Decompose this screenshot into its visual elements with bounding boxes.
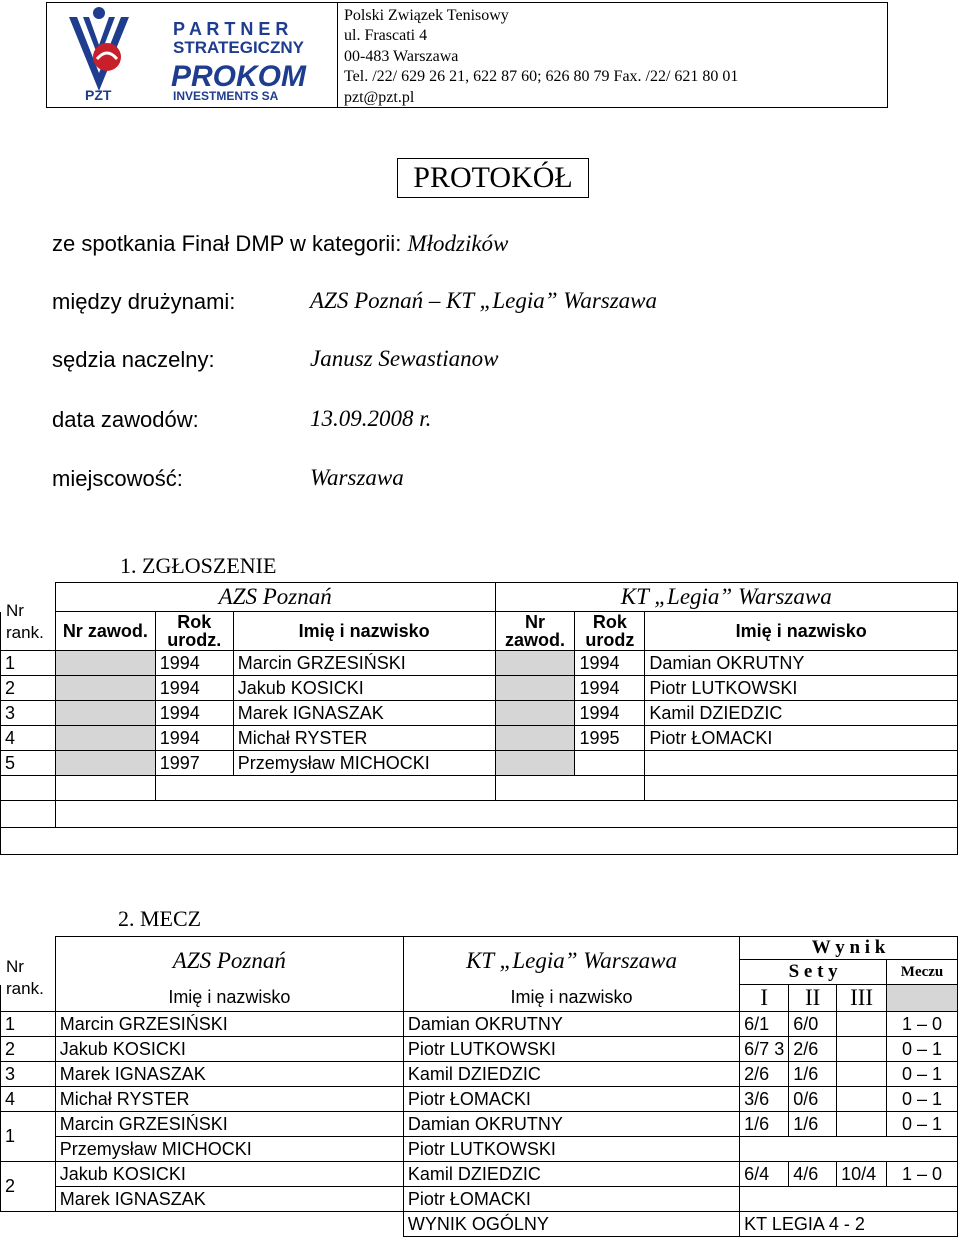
table-row: [1, 1037, 958, 1062]
set-2-header: II: [789, 985, 837, 1012]
column-header-row: [1, 985, 958, 1012]
set-score: 0/6: [789, 1087, 837, 1112]
player-b: Kamil DZIEDZIC: [403, 1162, 739, 1187]
table-row: [1, 1087, 958, 1112]
set-score: [837, 1012, 887, 1037]
set-score: [837, 1037, 887, 1062]
rank-cell: 4: [1, 1087, 56, 1112]
address-block: [344, 6, 738, 108]
overall-result-value: KT LEGIA 4 - 2: [740, 1212, 958, 1237]
team-a-name: AZS Poznań: [55, 583, 495, 612]
zawod-cell: [495, 751, 575, 776]
set-score: 1/6: [740, 1112, 789, 1137]
empty-row: [1, 801, 958, 828]
name-header: Imię i nazwisko: [233, 612, 495, 651]
table-row: [1, 676, 958, 701]
doubles-row: [1, 1187, 958, 1212]
player-a: Jakub KOSICKI: [55, 1037, 403, 1062]
doubles-row: [1, 1137, 958, 1162]
doubles-row: [1, 1112, 958, 1137]
team-header-row: [1, 583, 958, 612]
overall-result-row: [1, 1212, 958, 1237]
year-cell: 1995: [575, 726, 645, 751]
zawod-cell: [55, 701, 155, 726]
player-a: Jakub KOSICKI: [55, 1162, 403, 1187]
player-a: Michał RYSTER: [55, 1087, 403, 1112]
registration-table: [0, 582, 958, 855]
table-row: [1, 701, 958, 726]
nr-rank-label: Nr rank.: [6, 957, 44, 998]
overall-result-label: WYNIK OGÓLNY: [403, 1212, 739, 1237]
nr-zawod-header: Nr zawod.: [55, 612, 155, 651]
pzt-emblem: [69, 7, 129, 91]
player-b: Damian OKRUTNY: [403, 1112, 739, 1137]
table-row: [1, 651, 958, 676]
player-name: Piotr LUTKOWSKI: [645, 676, 958, 701]
match-score: 1 – 0: [887, 1012, 958, 1037]
section-registration-heading: 1. ZGŁOSZENIE: [120, 553, 277, 578]
referee-value: Janusz Sewastianow: [310, 346, 499, 371]
sety-header: S e t y: [740, 960, 887, 985]
date-value: 13.09.2008 r.: [310, 406, 432, 431]
zawod-cell: [495, 726, 575, 751]
set-score: 3/6: [740, 1087, 789, 1112]
player-b: Damian OKRUTNY: [403, 1012, 739, 1037]
rank-cell: 1: [1, 651, 56, 676]
team-b-name: KT „Legia” Warszawa: [403, 937, 739, 985]
player-name: [645, 751, 958, 776]
date-label: data zawodów:: [52, 407, 199, 432]
player-name: Kamil DZIEDZIC: [645, 701, 958, 726]
year-cell: 1994: [575, 676, 645, 701]
zawod-cell: [495, 651, 575, 676]
team-b-name: KT „Legia” Warszawa: [495, 583, 958, 612]
page-title: PROTOKÓŁ: [397, 158, 589, 198]
set-score: 6/0: [789, 1012, 837, 1037]
player-name: Michał RYSTER: [233, 726, 495, 751]
empty-cell: [740, 1187, 958, 1212]
set-score: 10/4: [837, 1162, 887, 1187]
set-score: 2/6: [789, 1037, 837, 1062]
category-value: Młodzików: [407, 231, 509, 256]
player-a: Marek IGNASZAK: [55, 1062, 403, 1087]
svg-text:INVESTMENTS SA: INVESTMENTS SA: [173, 89, 279, 103]
player-name: Marek IGNASZAK: [233, 701, 495, 726]
rank-cell: 1: [1, 1012, 56, 1037]
referee-label: sędzia naczelny:: [52, 347, 215, 372]
year-cell: 1994: [155, 651, 233, 676]
zawod-cell: [55, 676, 155, 701]
teams-label: między drużynami:: [52, 289, 236, 314]
rank-cell: 2: [1, 676, 56, 701]
player-b: Piotr ŁOMACKI: [403, 1187, 739, 1212]
pzt-prokom-logo: [47, 3, 337, 107]
zawod-cell: [55, 651, 155, 676]
rok-urodz-header: Rok urodz: [575, 612, 645, 651]
player-name: Damian OKRUTNY: [645, 651, 958, 676]
empty-cell: [740, 1137, 958, 1162]
empty-cell: [155, 776, 495, 801]
letterhead: [46, 2, 888, 108]
rank-cell: 3: [1, 701, 56, 726]
match-score: 0 – 1: [887, 1112, 958, 1137]
set-3-header: III: [837, 985, 887, 1012]
rank-cell: [1, 776, 56, 801]
rank-cell: 5: [1, 751, 56, 776]
player-b: Piotr LUTKOWSKI: [403, 1137, 739, 1162]
empty-cell: [645, 776, 958, 801]
nr-zawod-header: Nr zawod.: [495, 612, 575, 651]
set-score: 1/6: [789, 1062, 837, 1087]
zawod-cell: [55, 726, 155, 751]
set-score: 6/4: [740, 1162, 789, 1187]
address-line: 00-483 Warszawa: [344, 47, 459, 65]
set-score: 6/7 3: [740, 1037, 789, 1062]
address-line: pzt@pzt.pl: [344, 88, 415, 106]
player-b: Kamil DZIEDZIC: [403, 1062, 739, 1087]
blank-cell: [1, 612, 56, 651]
team-header-row: [1, 937, 958, 960]
year-cell: [575, 751, 645, 776]
rank-cell: 2: [1, 1037, 56, 1062]
empty-cell: [1, 801, 56, 828]
zawod-cell: [55, 751, 155, 776]
empty-row: [1, 776, 958, 801]
table-row: [1, 1012, 958, 1037]
player-b: Piotr LUTKOWSKI: [403, 1037, 739, 1062]
set-score: [837, 1087, 887, 1112]
svg-text:PROKOM: PROKOM: [171, 60, 306, 93]
svg-text:P A R T N E R: P A R T N E R: [173, 19, 289, 39]
meeting-line: [52, 231, 508, 257]
team-a-name: AZS Poznań: [55, 937, 403, 985]
table-row: [1, 1062, 958, 1087]
set-score: [837, 1112, 887, 1137]
place-label: miejscowość:: [52, 466, 183, 491]
place-value: Warszawa: [310, 465, 404, 490]
set-score: 1/6: [789, 1112, 837, 1137]
player-a: Marcin GRZESIŃSKI: [55, 1012, 403, 1037]
table-row: [1, 751, 958, 776]
empty-cell: [1, 828, 958, 855]
match-table: [0, 936, 958, 1237]
set-score: 4/6: [789, 1162, 837, 1187]
set-1-header: I: [740, 985, 789, 1012]
zawod-cell: [55, 776, 155, 801]
year-cell: 1994: [155, 676, 233, 701]
year-cell: 1994: [155, 701, 233, 726]
svg-text:STRATEGICZNY: STRATEGICZNY: [173, 38, 304, 57]
meczu-header: Meczu: [887, 960, 958, 985]
year-cell: 1994: [155, 726, 233, 751]
blank-cell: [1, 937, 56, 985]
year-cell: 1994: [575, 651, 645, 676]
rank-cell: 4: [1, 726, 56, 751]
set-score: [837, 1062, 887, 1087]
year-cell: 1994: [575, 701, 645, 726]
svg-text:PZT: PZT: [85, 87, 112, 103]
wynik-header: W y n i k: [740, 937, 958, 960]
section-match-heading: 2. MECZ: [118, 906, 202, 931]
rank-cell: 1: [1, 1112, 56, 1162]
address-line: Tel. /22/ 629 26 21, 622 87 60; 626 80 79 Fax. /22/ 621 80 01: [344, 68, 739, 86]
column-header-row: [1, 612, 958, 651]
match-score: 0 – 1: [887, 1087, 958, 1112]
player-name: Jakub KOSICKI: [233, 676, 495, 701]
blank-cell: [1, 1212, 404, 1237]
blank-cell: [1, 583, 56, 612]
nr-rank-label: Nr rank.: [6, 601, 44, 642]
player-a: Marcin GRZESIŃSKI: [55, 1112, 403, 1137]
meeting-label: ze spotkania Finał DMP w kategorii:: [52, 231, 402, 256]
rok-urodz-header: Rok urodz.: [155, 612, 233, 651]
player-a: Marek IGNASZAK: [55, 1187, 403, 1212]
teams-value: AZS Poznań – KT „Legia” Warszawa: [310, 288, 658, 313]
name-header: Imię i nazwisko: [403, 985, 739, 1012]
player-name: Przemysław MICHOCKI: [233, 751, 495, 776]
rank-cell: 3: [1, 1062, 56, 1087]
name-header: Imię i nazwisko: [55, 985, 403, 1012]
player-name: Marcin GRZESIŃSKI: [233, 651, 495, 676]
blank-cell: [1, 985, 56, 1012]
empty-cell: [495, 776, 645, 801]
set-score: 6/1: [740, 1012, 789, 1037]
empty-row: [1, 828, 958, 855]
match-score-blank: [887, 985, 958, 1012]
partner-logo: [47, 3, 338, 107]
empty-cell: [55, 801, 957, 828]
match-score: 0 – 1: [887, 1062, 958, 1087]
set-score: 2/6: [740, 1062, 789, 1087]
address-line: Polski Związek Tenisowy: [344, 7, 509, 24]
doubles-row: [1, 1162, 958, 1187]
address-line: ul. Frascati 4: [344, 27, 428, 45]
player-a: Przemysław MICHOCKI: [55, 1137, 403, 1162]
zawod-cell: [495, 676, 575, 701]
table-row: [1, 726, 958, 751]
rank-cell: 2: [1, 1162, 56, 1212]
match-score: 1 – 0: [887, 1162, 958, 1187]
player-b: Piotr ŁOMACKI: [403, 1087, 739, 1112]
match-score: 0 – 1: [887, 1037, 958, 1062]
year-cell: 1997: [155, 751, 233, 776]
player-name: Piotr ŁOMACKI: [645, 726, 958, 751]
zawod-cell: [495, 701, 575, 726]
name-header: Imię i nazwisko: [645, 612, 958, 651]
